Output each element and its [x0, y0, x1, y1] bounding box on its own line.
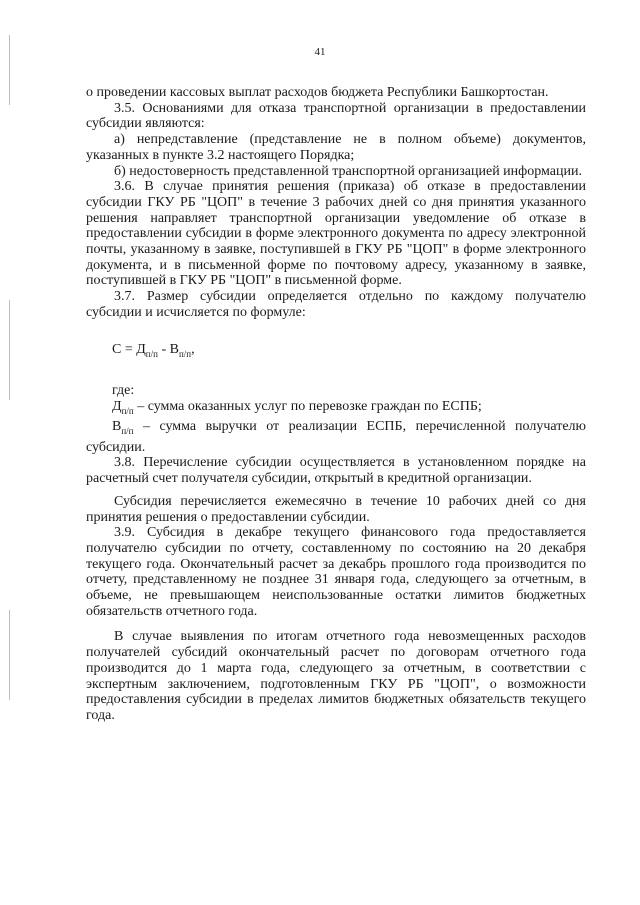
definition-text: – сумма оказанных услуг по перевозке граждан по ЕСПБ; [133, 398, 482, 414]
formula-lhs: С = Д [112, 341, 146, 357]
definition [86, 419, 586, 455]
page-number: 41 [314, 46, 326, 58]
formula-subscript: п/п [145, 348, 158, 359]
definition [86, 399, 586, 420]
formula-end: , [191, 341, 195, 357]
formula-mid: - В [157, 341, 179, 357]
paragraph: Субсидия перечисляется ежемесячно в течение 10 рабочих дней со дня принятия решения о предоставлении субсидии. [86, 493, 586, 525]
paragraph: 3.9. Субсидия в декабре текущего финансового года предоставляется получателю субсидии по отчету, составленному по состоянию на 20 декабря текущего года. Окончательный расчет за декабрь прошлого года производится по отчету, представленному не позднее 31 января года, следующего за отчетным, в объеме, не превышающем неиспользованные остатки лимитов бюджетных обязательств отчетного года. [86, 525, 586, 619]
document-body [86, 85, 586, 724]
scan-edge-line [9, 300, 10, 400]
paragraph: 3.6. В случае принятия решения (приказа) об отказе в предоставлении субсидии ГКУ РБ "ЦОП" в течение 3 рабочих дней со дня принятия указанного решения направляет транспортной организации уведомление об отказе в предоставлении субсидии в форме электронного документа по адресу электронной почты, указанному в заявке, поступившей в ГКУ РБ "ЦОП" в форме электронного документа, и в письменной форме по почтовому адресу, указанному в заявке, поступившей в ГКУ РБ "ЦОП" в письменной форме. [86, 179, 586, 289]
paragraph: 3.5. Основаниями для отказа транспортной организации в предоставлении субсидии являются: [86, 100, 586, 132]
definition-symbol: В [112, 419, 122, 435]
paragraph: 3.7. Размер субсидии определяется отдельно по каждому получателю субсидии и исчисляется по формуле: [86, 289, 586, 320]
scan-edge-line [9, 610, 10, 700]
definition-symbol: Д [112, 398, 122, 414]
definition-subscript: п/п [121, 426, 134, 437]
definition-text: – сумма выручки от реализации ЕСПБ, перечисленной получателю субсидии. [86, 419, 586, 455]
paragraph: а) непредставление (представление не в полном объеме) документов, указанных в пункте 3.2 настоящего Порядка; [86, 132, 586, 163]
paragraph: В случае выявления по итогам отчетного года невозмещенных расходов получателей субсидий окончательный расчет по договорам отчетного года производится до 1 марта года, следующего за отчетным, в соответствии с экспертным заключением, подготовленным ГКУ РБ "ЦОП", о возможности предоставления субсидии в пределах лимитов бюджетных обязательств текущего года. [86, 629, 586, 723]
paragraph: где: [112, 383, 135, 399]
paragraph: 3.8. Перечисление субсидии осуществляется в установленном порядке на расчетный счет получателя субсидии, открытый в кредитной организации. [86, 455, 586, 487]
paragraph: о проведении кассовых выплат расходов бюджета Республики Башкортостан. [86, 85, 549, 100]
paragraph: б) недостоверность представленной транспортной организацией информации. [114, 163, 582, 179]
definition-subscript: п/п [121, 405, 134, 416]
formula [112, 342, 586, 363]
formula-subscript: п/п [178, 348, 192, 359]
